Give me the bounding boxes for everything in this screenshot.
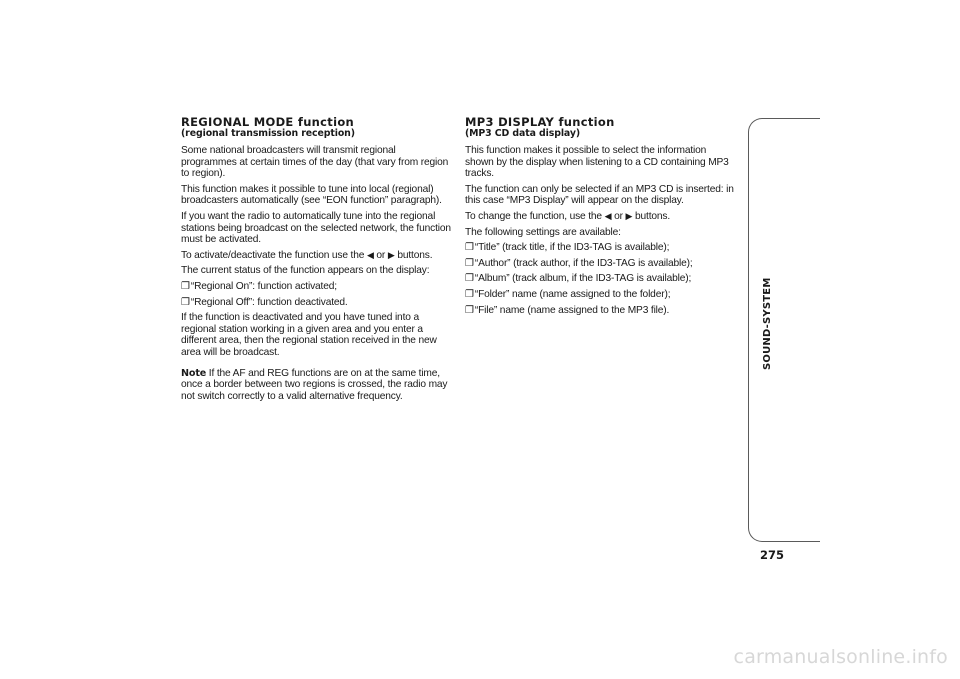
checkbox-bullet-icon: ❐ — [465, 257, 474, 269]
list-item-text: “Title” (track title, if the ID3-TAG is available); — [474, 242, 670, 254]
checkbox-bullet-icon: ❐ — [465, 288, 474, 300]
watermark: carmanualsonline.info — [733, 646, 948, 668]
paragraph: The function can only be selected if an MP3 CD is inserted: in this case “MP3 Display” will appear on the display. — [465, 183, 734, 207]
list-item — [181, 297, 453, 309]
note-text: If the AF and REG functions are on at the same time, once a border between two regions is crossed, the radio may not switch correctly to a valid alternative frequency. — [181, 367, 448, 402]
regional-mode-title: REGIONAL MODE function — [181, 115, 355, 129]
list-item — [181, 281, 453, 293]
paragraph: If you want the radio to automatically tune into the regional stations being broadcast on the selected network, the function must be activated. — [181, 210, 451, 246]
note — [181, 368, 453, 403]
list-item — [465, 289, 737, 301]
section-tab-frame — [748, 118, 820, 542]
checkbox-bullet-icon: ❐ — [181, 280, 190, 292]
paragraph: This function makes it possible to select the information shown by the display when listening to a CD containing MP3 tracks. — [465, 145, 729, 180]
text: or — [373, 249, 388, 261]
list-item — [465, 305, 737, 317]
list-item-text: “Folder” name (name assigned to the folder); — [474, 288, 671, 300]
checkbox-bullet-icon: ❐ — [465, 242, 474, 254]
paragraph: The following settings are available: — [465, 226, 621, 238]
list-item-text: “Regional Off”: function deactivated. — [190, 296, 348, 308]
paragraph: This function makes it possible to tune into local (regional) broadcasters automatically (see “EON function” paragraph). — [181, 183, 442, 207]
list-item-text: “Author” (track author, if the ID3-TAG is available); — [474, 257, 693, 269]
right-column — [465, 116, 737, 320]
note-label: Note — [181, 367, 207, 379]
page-number: 275 — [760, 548, 785, 562]
text: To activate/deactivate the function use the — [181, 249, 367, 261]
checkbox-bullet-icon: ❐ — [465, 304, 474, 316]
checkbox-bullet-icon: ❐ — [465, 273, 474, 285]
text: buttons. — [394, 249, 433, 261]
paragraph — [465, 211, 737, 223]
right-arrow-icon: ▶ — [387, 249, 395, 260]
paragraph: Some national broadcasters will transmit regional programmes at certain times of the day (that vary from region to region). — [181, 145, 449, 180]
left-arrow-icon: ◀ — [366, 249, 374, 260]
list-item-text: “Album” (track album, if the ID3-TAG is available); — [474, 273, 692, 285]
checkbox-bullet-icon: ❐ — [181, 296, 190, 308]
paragraph — [181, 250, 453, 262]
list-item-text: “File” name (name assigned to the MP3 file). — [474, 304, 670, 316]
list-item-text: “Regional On”: function activated; — [190, 280, 337, 292]
paragraph: If the function is deactivated and you have tuned into a regional station working in a given area and you enter a different area, then the regional station received in the new area will be broadcast. — [181, 312, 437, 358]
list-item — [465, 242, 737, 254]
text: To change the function, use the — [465, 210, 605, 222]
right-arrow-icon: ▶ — [625, 210, 633, 221]
text: buttons. — [632, 210, 671, 222]
left-arrow-icon: ◀ — [604, 210, 612, 221]
list-item — [465, 273, 737, 285]
left-column — [181, 116, 453, 406]
list-item — [465, 258, 737, 270]
section-tab-label: SOUND-SYSTEM — [762, 277, 773, 370]
text: or — [611, 210, 626, 222]
regional-mode-subtitle: (regional transmission reception) — [181, 128, 355, 139]
mp3-display-title: MP3 DISPLAY function — [465, 115, 615, 129]
mp3-display-subtitle: (MP3 CD data display) — [465, 128, 581, 139]
paragraph: The current status of the function appears on the display: — [181, 265, 430, 277]
